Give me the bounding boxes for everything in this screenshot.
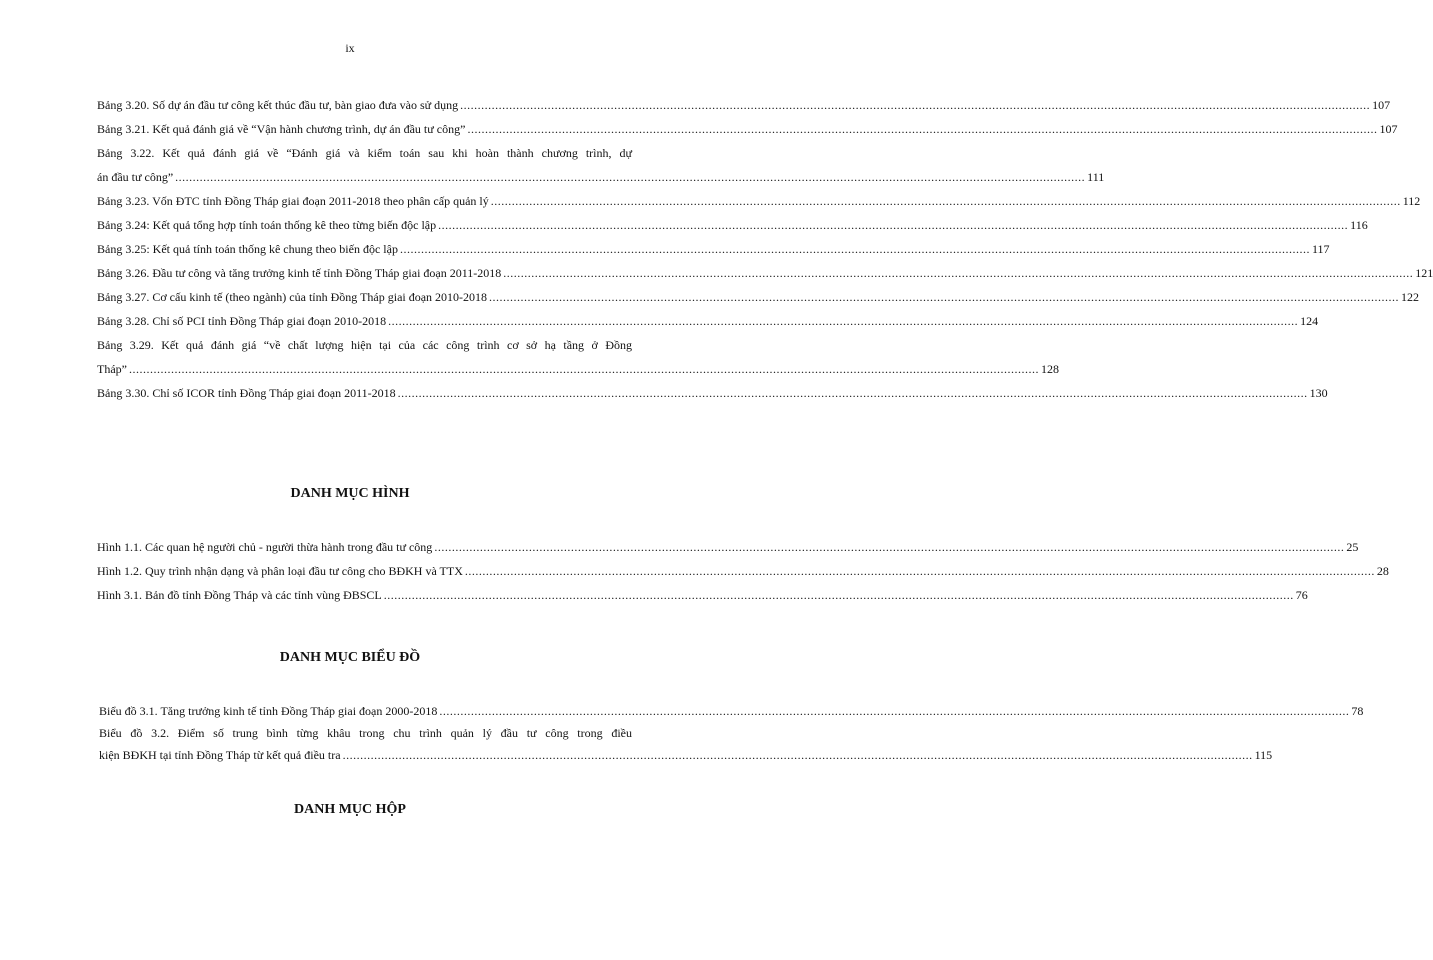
dot-leader xyxy=(467,122,1377,136)
toc-entry-title: Bảng 3.28. Chỉ số PCI tỉnh Đồng Tháp giai đoạn 2010-2018 xyxy=(97,314,387,328)
dot-leader xyxy=(384,588,1294,602)
toc-entry-title: Bảng 3.22. Kết quả đánh giá về “Đánh giá và kiểm toán sau khi hoàn thành chương trình, dự xyxy=(97,146,632,160)
dot-leader xyxy=(438,218,1348,232)
toc-entry-page: 117 xyxy=(1311,242,1330,256)
toc-entry[interactable] xyxy=(97,290,1420,314)
dot-leader xyxy=(400,242,1310,256)
toc-entry-title: Bảng 3.27. Cơ cấu kinh tế (theo ngành) của tỉnh Đồng Tháp giai đoạn 2010-2018 xyxy=(97,290,488,304)
toc-entry-title: Hình 1.1. Các quan hệ người chủ - người thừa hành trong đầu tư công xyxy=(97,540,433,554)
toc-entry-page: 111 xyxy=(1087,170,1105,184)
toc-entry-page: 28 xyxy=(1376,564,1389,578)
toc-entry-title: Bảng 3.30. Chỉ số ICOR tỉnh Đồng Tháp giai đoạn 2011-2018 xyxy=(97,386,396,400)
dot-leader xyxy=(489,290,1399,304)
boxes-heading: DANH MỤC HỘP xyxy=(294,802,406,817)
toc-entry-title: Bảng 3.25: Kết quả tính toán thống kê chung theo biến độc lập xyxy=(97,242,398,256)
toc-entry-page: 76 xyxy=(1295,588,1308,602)
toc-entry-page: 25 xyxy=(1346,540,1359,554)
toc-entry-title: Bảng 3.21. Kết quả đánh giá về “Vận hành chương trình, dự án đầu tư công” xyxy=(97,122,466,136)
toc-entry-page: 107 xyxy=(1379,122,1398,136)
toc-entry-page: 115 xyxy=(1254,748,1273,762)
toc-entry-page: 107 xyxy=(1372,98,1391,112)
toc-entry-title: Hình 3.1. Bản đồ tỉnh Đồng Tháp và các tỉnh vùng ĐBSCL xyxy=(97,588,382,602)
toc-entry-title-cont: án đầu tư công” xyxy=(97,170,174,184)
toc-entry[interactable] xyxy=(97,266,1433,290)
toc-entry-title-cont: Tháp” xyxy=(97,362,127,376)
dot-leader xyxy=(465,564,1375,578)
toc-entry[interactable] xyxy=(97,564,1389,588)
dot-leader xyxy=(460,98,1370,112)
toc-entry-title: Bảng 3.20. Số dự án đầu tư công kết thúc đầu tư, bàn giao đưa vào sử dụng xyxy=(97,98,459,112)
toc-entry[interactable] xyxy=(97,314,1319,338)
toc-entry[interactable] xyxy=(99,704,1364,728)
toc-entry-title: Bảng 3.29. Kết quả đánh giá “về chất lượng hiện tại của các công trình cơ sở hạ tầng ở Đồng xyxy=(97,338,632,352)
dot-leader xyxy=(129,362,1039,376)
toc-entry-page: 112 xyxy=(1402,194,1421,208)
page-number: ix xyxy=(345,41,355,55)
toc-entry-title: Bảng 3.24: Kết quả tổng hợp tính toán thống kê theo từng biến độc lập xyxy=(97,218,437,232)
toc-entry-page: 116 xyxy=(1350,218,1368,232)
toc-entry[interactable] xyxy=(97,540,1359,564)
toc-entry[interactable] xyxy=(97,242,1330,266)
dot-leader xyxy=(398,386,1308,400)
dot-leader xyxy=(491,194,1401,208)
dot-leader xyxy=(439,704,1349,718)
toc-entry[interactable] xyxy=(99,726,1273,774)
dot-leader xyxy=(503,266,1413,280)
dot-leader xyxy=(434,540,1344,554)
toc-entry-page: 122 xyxy=(1401,290,1420,304)
toc-entry-title: Biểu đồ 3.2. Điểm số trung bình từng khâu trong chu trình quản lý đầu tư công trong điều xyxy=(99,726,632,740)
toc-entry-page: 78 xyxy=(1351,704,1364,718)
toc-entry[interactable] xyxy=(97,338,1059,386)
toc-entry-title-cont: kiện BĐKH tại tỉnh Đồng Tháp từ kết quả điều tra xyxy=(99,748,341,762)
figures-heading: DANH MỤC HÌNH xyxy=(290,486,410,501)
dot-leader xyxy=(343,748,1253,762)
toc-entry[interactable] xyxy=(97,218,1368,242)
toc-entry-title: Bảng 3.23. Vốn ĐTC tỉnh Đồng Tháp giai đoạn 2011-2018 theo phân cấp quản lý xyxy=(97,194,489,208)
toc-entry[interactable] xyxy=(97,122,1398,146)
toc-entry-title: Hình 1.2. Quy trình nhận dạng và phân loại đầu tư công cho BĐKH và TTX xyxy=(97,564,463,578)
charts-heading: DANH MỤC BIỂU ĐỒ xyxy=(279,650,421,665)
toc-entry-page: 121 xyxy=(1415,266,1433,280)
toc-entry-page: 128 xyxy=(1040,362,1059,376)
dot-leader xyxy=(175,170,1085,184)
toc-entry[interactable] xyxy=(97,194,1421,218)
toc-entry-title: Biểu đồ 3.1. Tăng trưởng kinh tế tỉnh Đồng Tháp giai đoạn 2000-2018 xyxy=(99,704,438,718)
toc-entry-title: Bảng 3.26. Đầu tư công và tăng trưởng kinh tế tỉnh Đồng Tháp giai đoạn 2011-2018 xyxy=(97,266,502,280)
toc-entry[interactable] xyxy=(97,588,1308,612)
toc-entry-page: 124 xyxy=(1300,314,1319,328)
toc-entry[interactable] xyxy=(97,146,1105,194)
toc-entry[interactable] xyxy=(97,98,1391,122)
toc-entry-page: 130 xyxy=(1309,386,1328,400)
toc-entry[interactable] xyxy=(97,386,1328,410)
dot-leader xyxy=(388,314,1298,328)
